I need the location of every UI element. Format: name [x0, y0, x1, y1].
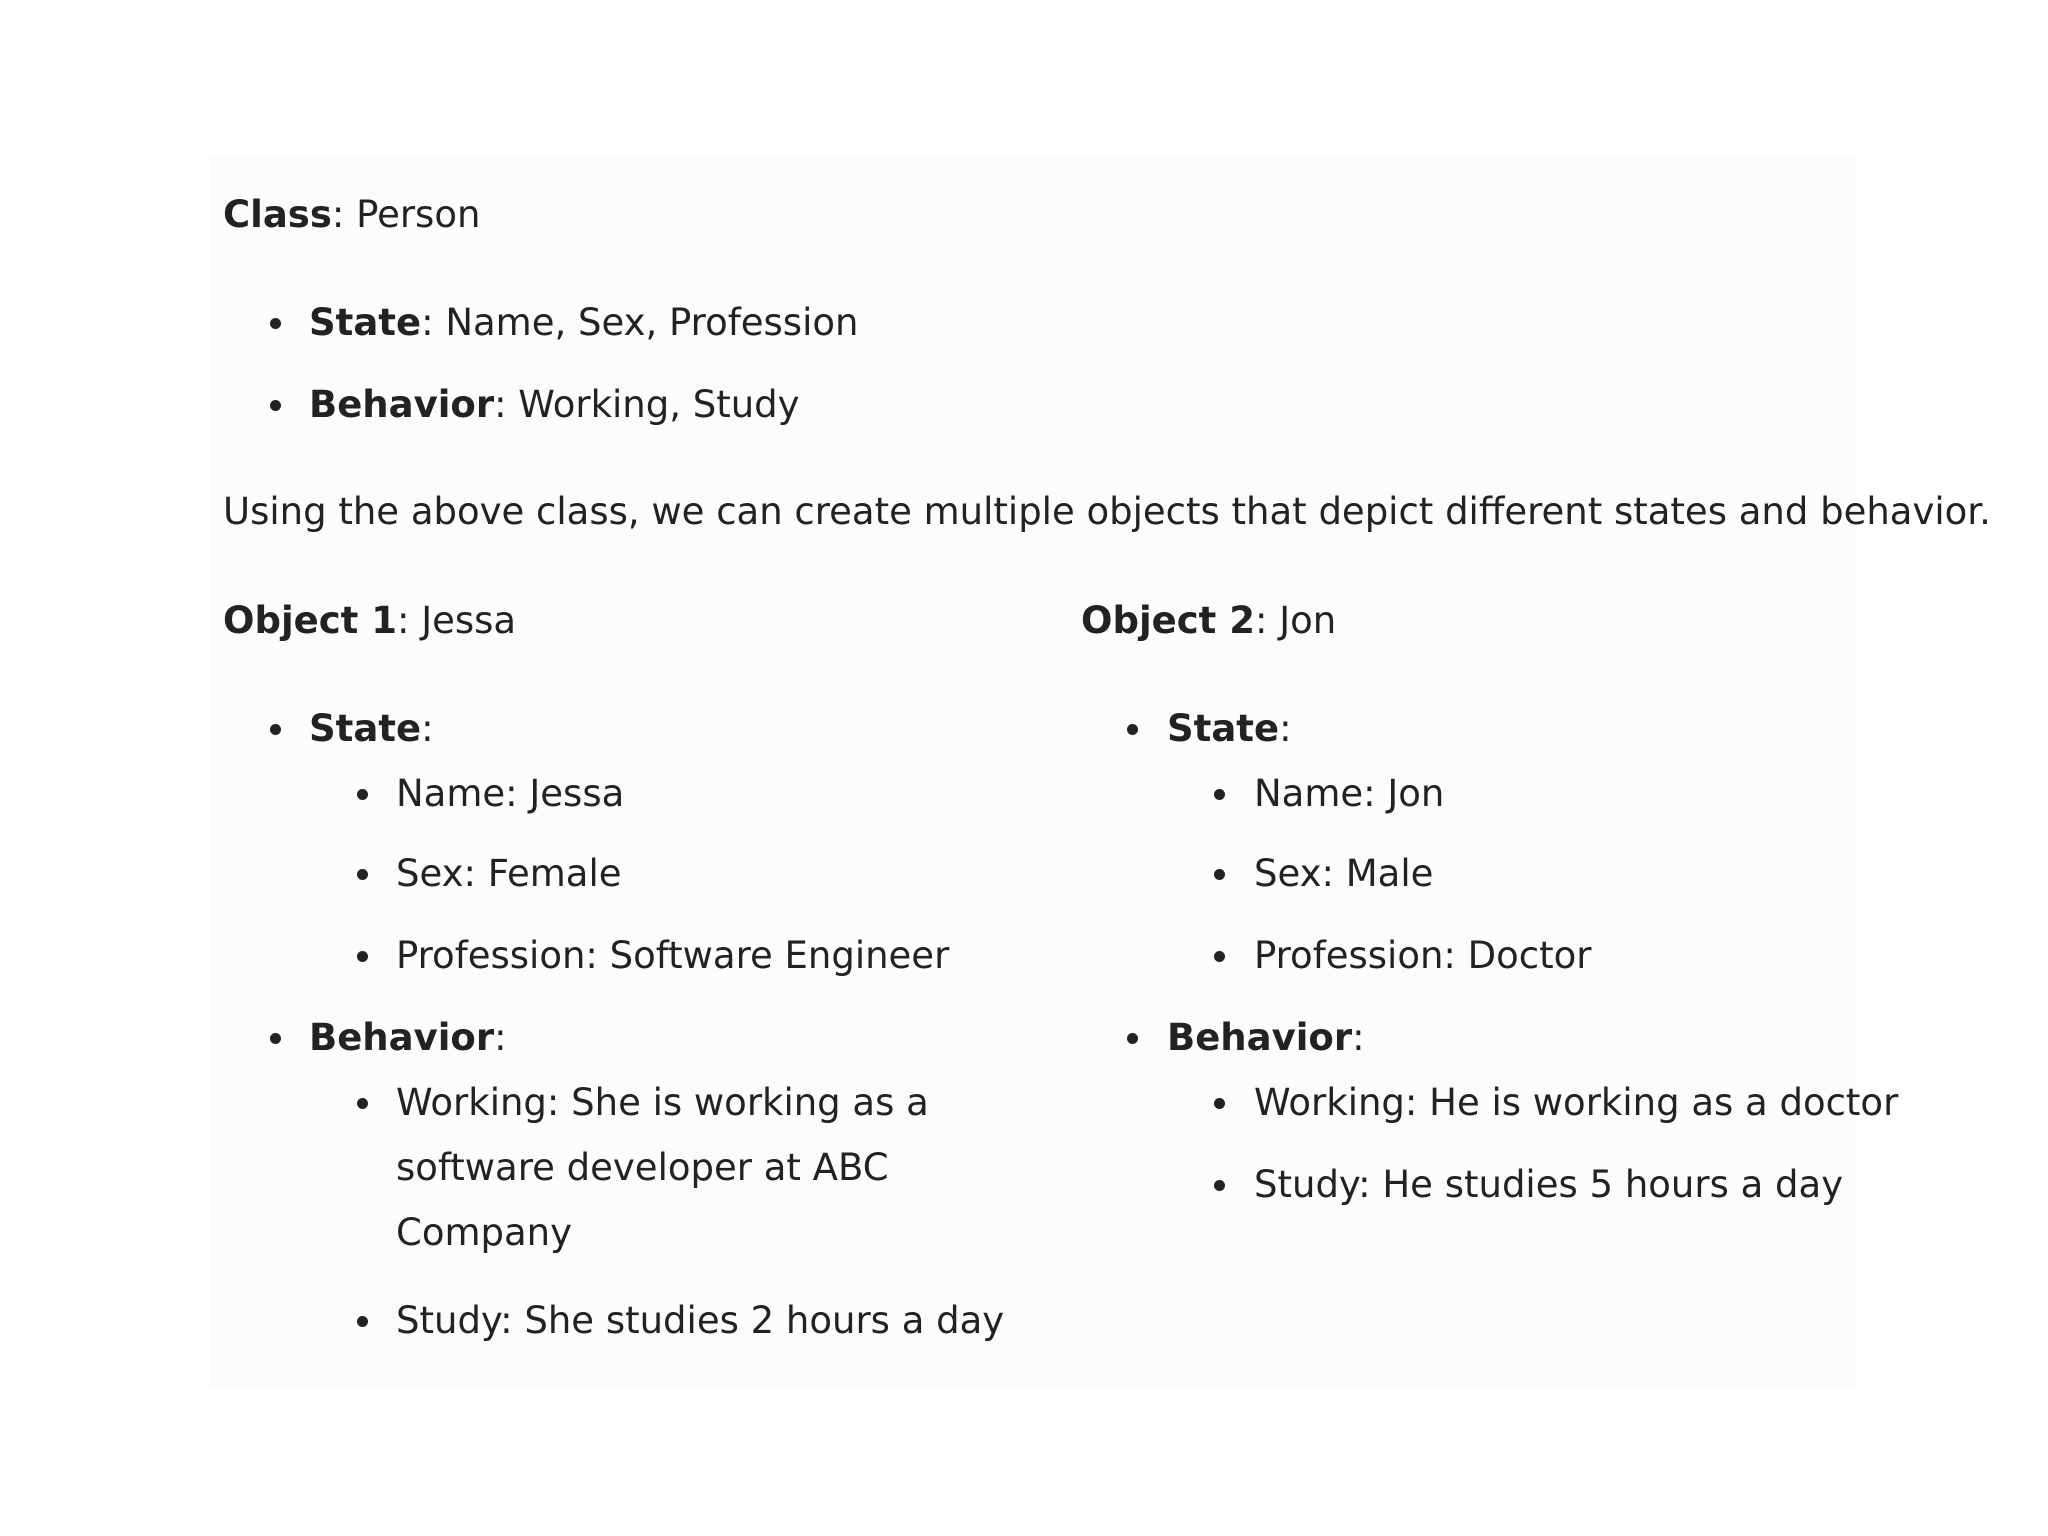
class-state-value: Name, Sex, Profession — [433, 301, 859, 344]
object1-behavior-label: Behavior — [309, 1016, 495, 1059]
object1-behavior-item-cont: Company — [396, 1211, 573, 1254]
object2-sep: : — [1254, 599, 1268, 642]
class-heading — [223, 191, 480, 239]
object2-label: Object 2 — [1081, 599, 1255, 642]
class-state-label: State — [309, 301, 422, 344]
bullet-icon — [270, 318, 281, 329]
class-value: Person — [344, 193, 481, 236]
object2-state-item: Profession: Doctor — [1254, 934, 1592, 977]
bullet-icon — [270, 1033, 281, 1044]
bullet-icon — [1214, 951, 1225, 962]
intro-paragraph: Using the above class, we can create multiple objects that depict different states and behavior. — [223, 490, 1991, 533]
object2-state-label: State — [1167, 707, 1280, 750]
object1-behavior-item: Working: She is working as a — [396, 1081, 929, 1124]
object2-behavior-label: Behavior — [1167, 1016, 1353, 1059]
object1-state-sep: : — [421, 707, 434, 750]
object2-behavior-sep: : — [1352, 1016, 1365, 1059]
class-behavior-value: Working, Study — [506, 383, 800, 426]
object1-label: Object 1 — [223, 599, 397, 642]
bullet-icon — [357, 1316, 368, 1327]
object1-behavior — [309, 1014, 507, 1062]
class-behavior — [309, 381, 800, 429]
object1-behavior-item: Study: She studies 2 hours a day — [396, 1299, 1005, 1342]
bullet-icon — [357, 951, 368, 962]
bullet-icon — [357, 789, 368, 800]
object1-sep: : — [396, 599, 410, 642]
class-sep: : — [331, 193, 345, 236]
object1-behavior-sep: : — [494, 1016, 507, 1059]
object2-behavior-item: Working: He is working as a doctor — [1254, 1081, 1899, 1124]
object2-state-item: Name: Jon — [1254, 772, 1445, 815]
bullet-icon — [270, 724, 281, 735]
bullet-icon — [270, 400, 281, 411]
bullet-icon — [1214, 1180, 1225, 1191]
object2-behavior — [1167, 1014, 1365, 1062]
object2-value: Jon — [1267, 599, 1337, 642]
class-state — [309, 299, 858, 347]
object1-heading — [223, 597, 516, 645]
object2-state-item: Sex: Male — [1254, 852, 1434, 895]
object1-value: Jessa — [409, 599, 517, 642]
object1-state-label: State — [309, 707, 422, 750]
object1-state-item: Profession: Software Engineer — [396, 934, 950, 977]
class-state-sep: : — [421, 301, 434, 344]
bullet-icon — [1127, 1033, 1138, 1044]
bullet-icon — [357, 1098, 368, 1109]
object2-state — [1167, 705, 1292, 753]
bullet-icon — [1127, 724, 1138, 735]
class-behavior-sep: : — [494, 383, 507, 426]
bullet-icon — [1214, 1098, 1225, 1109]
class-behavior-label: Behavior — [309, 383, 495, 426]
bullet-icon — [1214, 789, 1225, 800]
object1-behavior-item-cont: software developer at ABC — [396, 1146, 889, 1189]
class-label: Class — [223, 193, 332, 236]
bullet-icon — [1214, 869, 1225, 880]
object2-state-sep: : — [1279, 707, 1292, 750]
bullet-icon — [357, 869, 368, 880]
object1-state-item: Sex: Female — [396, 852, 622, 895]
object2-heading — [1081, 597, 1336, 645]
object1-state — [309, 705, 434, 753]
object2-behavior-item: Study: He studies 5 hours a day — [1254, 1163, 1844, 1206]
object1-state-item: Name: Jessa — [396, 772, 625, 815]
